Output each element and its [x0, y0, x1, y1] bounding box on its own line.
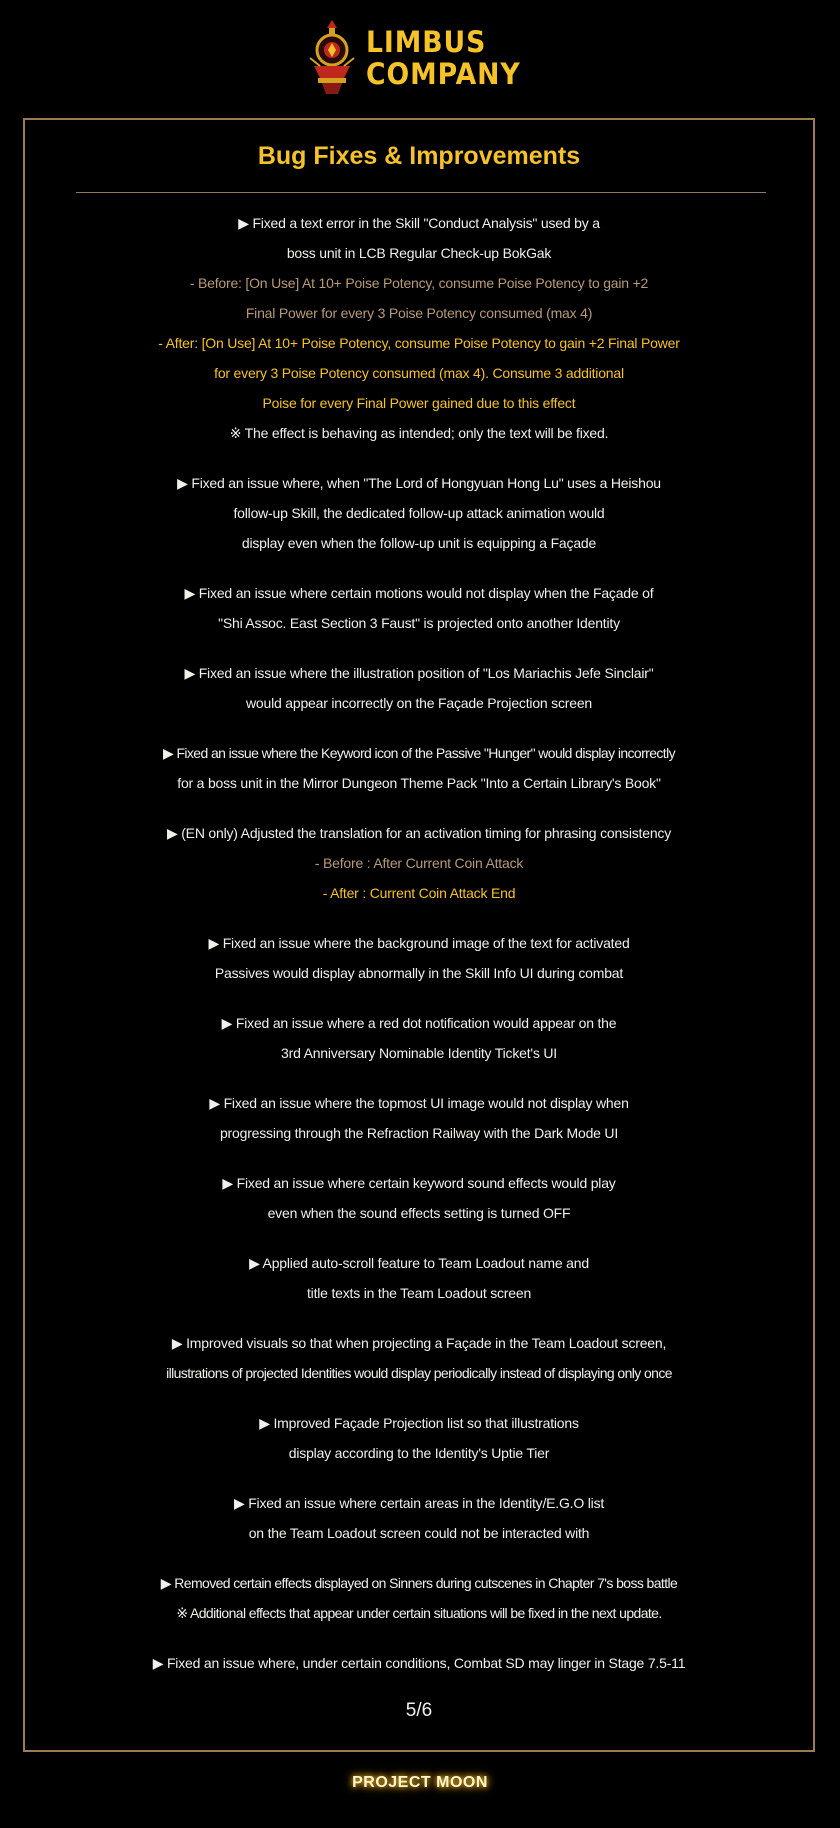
patch-note-line-normal: ▶ Fixed an issue where the background image of the text for activated: [208, 935, 630, 951]
patch-note-item: [25, 658, 813, 718]
title-divider: [76, 192, 766, 193]
patch-note-line-normal: even when the sound effects setting is turned OFF: [267, 1205, 571, 1221]
section-title: Bug Fixes & Improvements: [257, 142, 581, 170]
patch-note-line-after: - After: [On Use] At 10+ Poise Potency, consume Poise Potency to gain +2 Final Power: [158, 335, 680, 351]
patch-note-line-normal: 3rd Anniversary Nominable Identity Ticket's UI: [281, 1045, 557, 1061]
patch-note-line-normal: ▶ Fixed an issue where certain areas in the Identity/E.G.O list: [233, 1495, 605, 1511]
patch-note-line-normal: boss unit in LCB Regular Check-up BokGak: [286, 245, 552, 261]
patch-note-item: [25, 578, 813, 638]
patch-note-item: [25, 1568, 813, 1628]
patch-note-line-before: - Before : After Current Coin Attack: [314, 855, 524, 871]
patch-note-line-normal: ▶ Fixed an issue where certain keyword sound effects would play: [222, 1175, 616, 1191]
patch-note-line-normal: display according to the Identity's Uptie Tier: [288, 1445, 550, 1461]
patch-note-line-normal: ▶ Fixed a text error in the Skill "Conduct Analysis" used by a: [238, 215, 600, 231]
patch-note-line-normal: ▶ Fixed an issue where the Keyword icon of the Passive "Hunger" would display incorrectly: [162, 745, 676, 761]
patch-note-line-normal: ▶ Improved visuals so that when projecting a Façade in the Team Loadout screen,: [171, 1335, 667, 1351]
patch-note-line-normal: "Shi Assoc. East Section 3 Faust" is projected onto another Identity: [218, 615, 620, 631]
patch-note-line-normal: ※ The effect is behaving as intended; only the text will be fixed.: [229, 425, 609, 441]
patch-note-line-normal: illustrations of projected Identities would display periodically instead of displaying only once: [166, 1365, 672, 1381]
patch-note-item: [25, 1088, 813, 1148]
patch-note-line-normal: ▶ Fixed an issue where the topmost UI image would not display when: [209, 1095, 629, 1111]
patch-note-line-normal: ▶ Fixed an issue where, under certain conditions, Combat SD may linger in Stage 7.5-11: [152, 1655, 686, 1671]
project-moon-brand: PROJECT MOON: [352, 1774, 488, 1791]
patch-note-line-normal: ▶ Fixed an issue where the illustration position of "Los Mariachis Jefe Sinclair": [184, 665, 654, 681]
patch-note-line-normal: on the Team Loadout screen could not be interacted with: [248, 1525, 590, 1541]
patch-note-line-normal: for a boss unit in the Mirror Dungeon Theme Pack "Into a Certain Library's Book": [177, 775, 661, 791]
patch-note-line-normal: display even when the follow-up unit is equipping a Façade: [241, 535, 597, 551]
patch-note-line-normal: progressing through the Refraction Railway with the Dark Mode UI: [219, 1125, 619, 1141]
patch-note-line-normal: follow-up Skill, the dedicated follow-up attack animation would: [233, 505, 605, 521]
page-indicator: 5/6: [405, 1700, 433, 1721]
patch-note-line-before: Final Power for every 3 Poise Potency consumed (max 4): [245, 305, 593, 321]
patch-note-item: [25, 1168, 813, 1228]
patch-note-item: [25, 1328, 813, 1388]
patch-note-line-after: Poise for every Final Power gained due to this effect: [262, 395, 576, 411]
patch-note-item: [25, 1648, 813, 1678]
patch-note-line-after: for every 3 Poise Potency consumed (max 4). Consume 3 additional: [214, 365, 624, 381]
limbus-company-logo: [0, 16, 840, 100]
patch-note-item: [25, 1008, 813, 1068]
patch-note-item: [25, 1488, 813, 1548]
patch-note-line-normal: ▶ Fixed an issue where, when "The Lord of Hongyuan Hong Lu" uses a Heishou: [177, 475, 661, 491]
patch-note-item: [25, 468, 813, 558]
patch-note-line-normal: ▶ Fixed an issue where a red dot notification would appear on the: [221, 1015, 617, 1031]
logo-line-2: COMPANY: [365, 57, 521, 91]
patch-note-line-after: - After : Current Coin Attack End: [322, 885, 516, 901]
patch-note-line-normal: Passives would display abnormally in the Skill Info UI during combat: [214, 965, 624, 981]
patch-note-line-normal: would appear incorrectly on the Façade Projection screen: [246, 695, 592, 711]
patch-note-line-normal: ▶ Applied auto-scroll feature to Team Loadout name and: [249, 1255, 589, 1271]
patch-note-line-normal: ▶ Fixed an issue where certain motions would not display when the Façade of: [184, 585, 654, 601]
patch-note-line-normal: ※ Additional effects that appear under certain situations will be fixed in the next update.: [176, 1605, 662, 1621]
patch-note-line-normal: title texts in the Team Loadout screen: [306, 1285, 532, 1301]
patch-note-line-normal: ▶ Improved Façade Projection list so that illustrations: [259, 1415, 579, 1431]
patch-note-item: [25, 738, 813, 798]
patch-note-item: [25, 818, 813, 908]
logo-emblem-icon: [306, 18, 358, 98]
logo-line-1: LIMBUS: [365, 25, 487, 59]
patch-note-line-normal: ▶ Removed certain effects displayed on Sinners during cutscenes in Chapter 7's boss battle: [160, 1575, 678, 1591]
patch-note-item: [25, 1408, 813, 1468]
patch-notes-list: [25, 208, 813, 1698]
patch-note-item: [25, 208, 813, 448]
patch-note-item: [25, 1248, 813, 1308]
patch-note-line-before: - Before: [On Use] At 10+ Poise Potency, consume Poise Potency to gain +2: [189, 275, 649, 291]
patch-note-item: [25, 928, 813, 988]
logo-wordmark: [366, 26, 521, 90]
patch-note-line-normal: ▶ (EN only) Adjusted the translation for an activation timing for phrasing consistency: [166, 825, 672, 841]
patch-notes-panel: [23, 118, 815, 1752]
